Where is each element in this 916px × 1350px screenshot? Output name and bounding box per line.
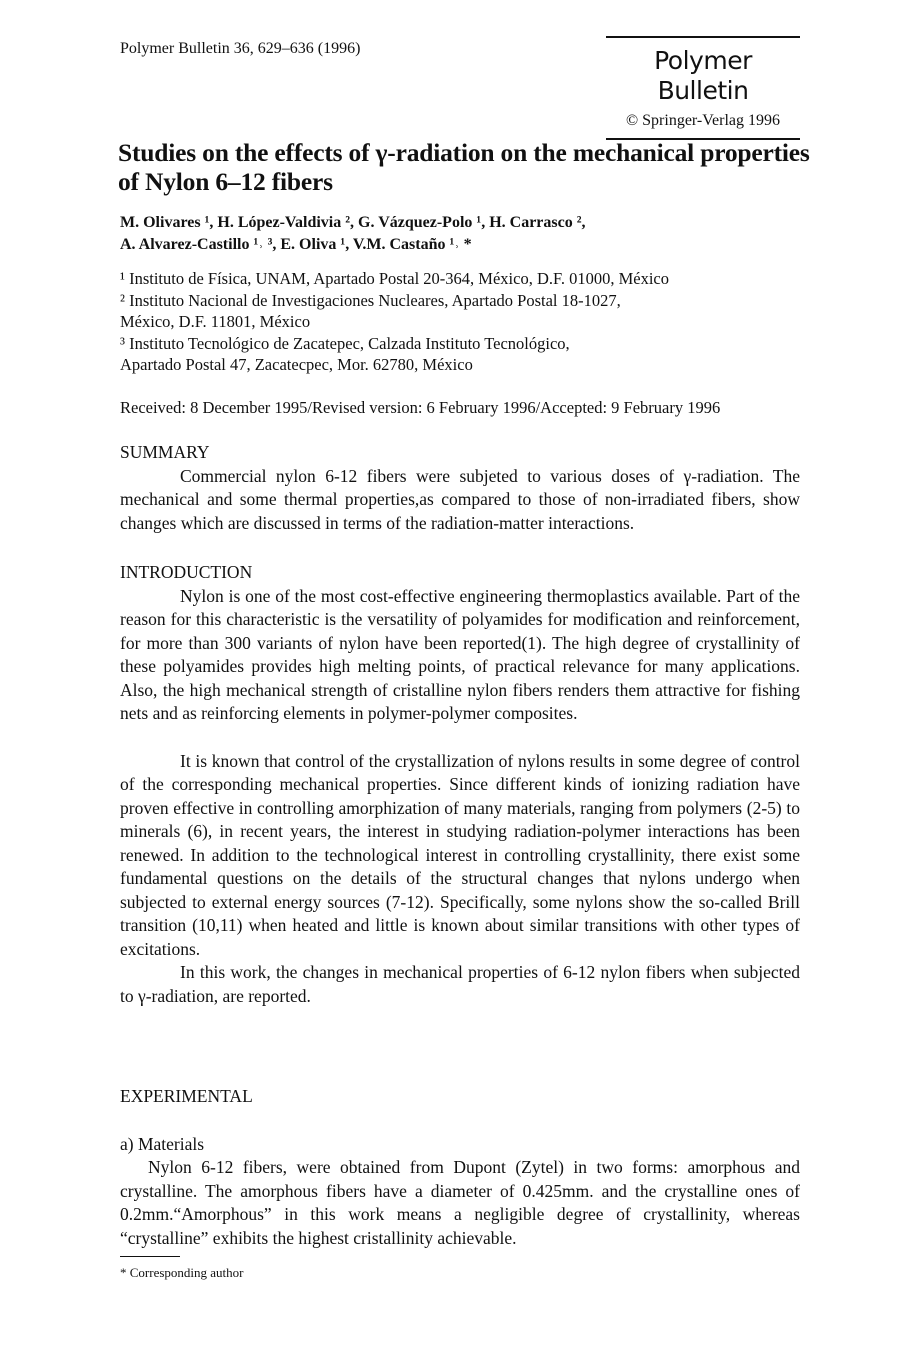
section-heading: EXPERIMENTAL (120, 1086, 253, 1106)
footnote: * Corresponding author (120, 1265, 244, 1280)
masthead-top-rule (606, 36, 800, 38)
affiliation-line: Apartado Postal 47, Zacatecpec, Mor. 62780, México (120, 355, 473, 374)
body-paragraph: Nylon is one of the most cost-effective engineering thermoplastics available. Part of the reason for this characteristic is the versatility of polyamides for modification and reinforcement, for more than 300 variants of nylon have been reported(1). The high degree of crystallinity of these polyamides provides high melting points, of practical relevance for many applications. Also, the high mechanical strength of cristalline nylon fibers renders them attractive for fishing nets and as reinforcing elements in polymer-polymer composites. (120, 585, 800, 723)
summary-paragraph: Commercial nylon 6-12 fibers were subjeted to various doses of γ-radiation. The mechanical and some thermal properties,as compared to those of non-irradiated fibers, show changes which are discussed in terms of the radiation-matter interactions. (120, 465, 800, 533)
body-paragraph: In this work, the changes in mechanical properties of 6-12 nylon fibers when subjected to γ-radiation, are reported. (120, 962, 800, 1006)
journal-masthead (606, 36, 800, 140)
affiliation-line: México, D.F. 11801, México (120, 312, 311, 331)
affiliation-line: ³ Instituto Tecnológico de Zacatepec, Calzada Instituto Tecnológico, (120, 333, 570, 353)
body-paragraph: Nylon 6-12 fibers, were obtained from Dupont (Zytel) in two forms: amorphous and crystalline. The amorphous fibers have a diameter of 0.425mm. and the crystalline ones of 0.2mm.“Amorphous” in this work means a negligible degree of crystallinity, whereas “crystalline” exhibits the highest cristallinity achievable. (120, 1157, 800, 1248)
journal-citation: Polymer Bulletin 36, 629–636 (1996) (120, 40, 361, 57)
affiliation-list (120, 268, 820, 376)
body-paragraph: It is known that control of the crystallization of nylons results in some degree of control of the corresponding mechanical properties. Since different kinds of ionizing radiation have proven effective in controlling amorphization of many materials, ranging from polymers (2-5) to minerals (6), in recent years, the interest in studying radiation-polymer interactions has been renewed. In addition to the technological interest in controlling crystallinity, there exist some fundamental questions on the details of the structural changes that nylons undergo when subjected to external energy sources (7-12). Specifically, some nylons show the so-called Brill transition (10,11) when heated and little is known about similar transitions with other types of excitations. (120, 750, 800, 959)
experimental-section (120, 1085, 800, 1250)
subsection-heading: a) Materials (120, 1133, 205, 1154)
received-dates: Received: 8 December 1995/Revised version: 6 February 1996/Accepted: 9 February 1996 (120, 398, 721, 417)
summary-section (120, 441, 800, 535)
author-line: A. Alvarez-Castillo ¹˒ ³, E. Oliva ¹, V.M. Castaño ¹˒ * (120, 236, 472, 253)
section-heading: INTRODUCTION (120, 562, 253, 582)
author-line: M. Olivares ¹, H. López-Valdivia ², G. Vázquez-Polo ¹, H. Carrasco ², (120, 214, 586, 231)
affiliation-line: ¹ Instituto de Física, UNAM, Apartado Postal 20-364, México, D.F. 01000, México (120, 269, 669, 288)
journal-name: Polymer Bulletin (654, 46, 752, 105)
paper-title: Studies on the effects of γ-radiation on the mechanical properties of Nylon 6–12 fibers (118, 138, 810, 196)
introduction-section (120, 561, 800, 1008)
author-list (120, 212, 820, 256)
section-heading: SUMMARY (120, 442, 210, 462)
footnote-rule (120, 1256, 180, 1257)
affiliation-line: ² Instituto Nacional de Investigaciones Nucleares, Apartado Postal 18-1027, (120, 290, 621, 310)
publisher-copyright: © Springer-Verlag 1996 (625, 112, 781, 129)
